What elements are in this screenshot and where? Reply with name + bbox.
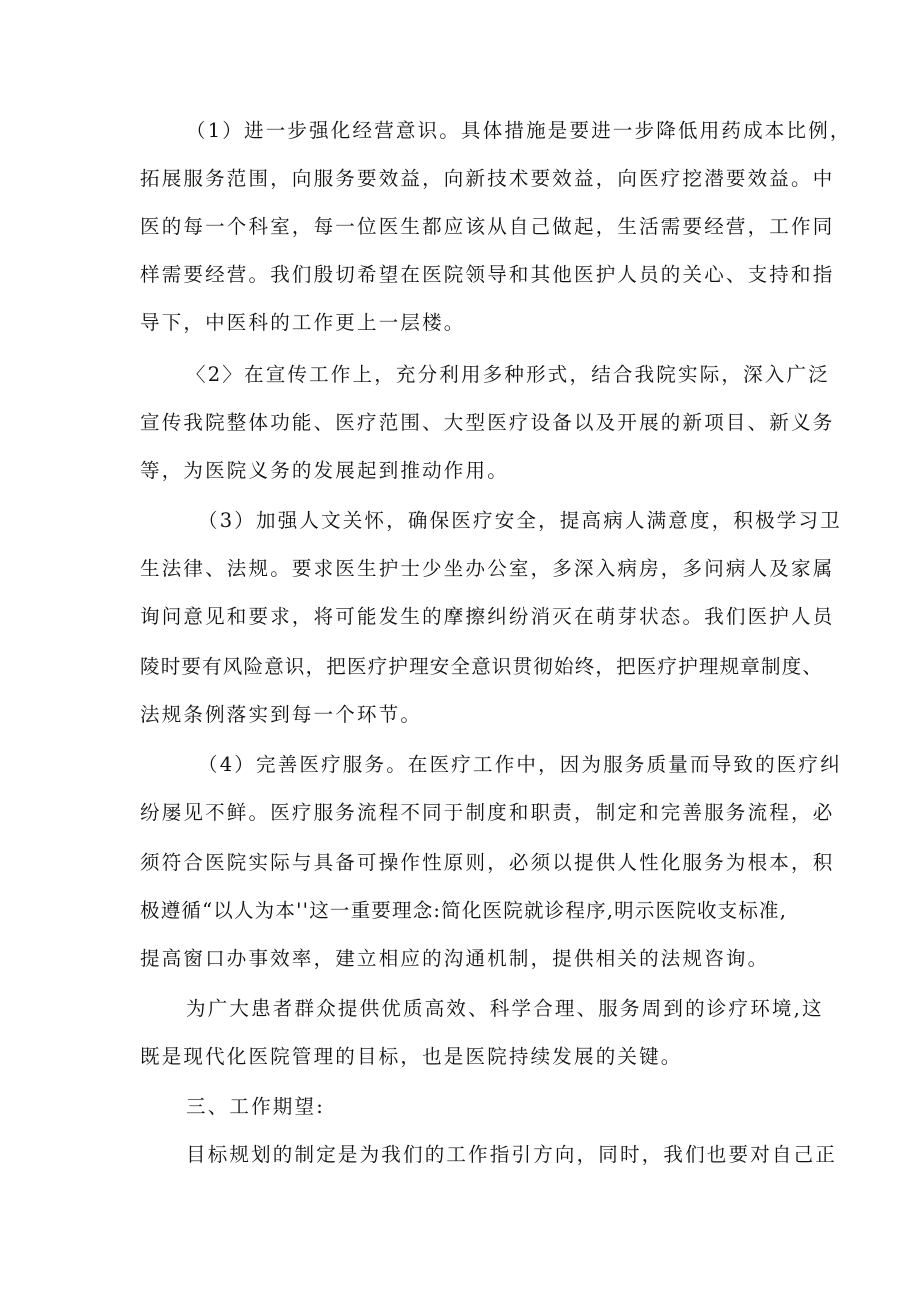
paragraph-line: 法规条例落实到每一个环节。 [140, 703, 423, 726]
paragraph-line: 生法律、法规。要求医生护士少坐办公室，多深入病房，多问病人及家属 [140, 557, 835, 580]
paragraph-line: 等，为医院义务的发展起到推动作用。 [140, 459, 509, 482]
paragraph-line: 目标规划的制定是为我们的工作指引方向，同时，我们也要对自己正 [186, 1143, 838, 1166]
paragraph-line: （4）完善医疗服务。在医疗工作中，因为服务质量而导致的医疗纠 [198, 753, 842, 776]
paragraph-line: 导下，中医科的工作更上一层楼。 [140, 311, 466, 334]
paragraph-line: 拓展服务范围，向服务要效益，向新技术要效益，向医疗挖潜要效益。中 [140, 167, 835, 190]
paragraph-line: 医的每一个科室，每一位医生都应该从自己做起，生活需要经营，工作同 [140, 215, 835, 238]
paragraph-line: （3）加强人文关怀，确保医疗安全，提高病人满意度，积极学习卫 [198, 509, 842, 532]
paragraph-line: 既是现代化医院管理的目标，也是医院持续发展的关键。 [140, 1045, 683, 1068]
paragraph-line: 为广大患者群众提供优质高效、科学合理、服务周到的诊疗环境,这 [186, 997, 824, 1020]
heading-line: 三、工作期望: [186, 1095, 325, 1118]
paragraph-line: 极遵循“以人为本''这一重要理念:简化医院就诊程序,明示医院收支标准, [140, 899, 788, 922]
paragraph-line: 陵时要有风险意识，把医疗护理安全意识贯彻始终，把医疗护理规章制度、 [140, 655, 824, 678]
paragraph-line: 提高窗口办事效率，建立相应的沟通机制，提供相关的法规咨询。 [140, 947, 770, 970]
paragraph-line: （1）进一步强化经营意识。具体措施是要进一步降低用药成本比例， [186, 119, 852, 142]
paragraph-line: 〈2〉在宣传工作上，充分利用多种形式，结合我院实际，深入广泛 [186, 363, 830, 386]
paragraph-line: 样需要经营。我们殷切希望在医院领导和其他医护人员的关心、支持和指 [140, 263, 835, 286]
paragraph-line: 纷屡见不鲜。医疗服务流程不同于制度和职责，制定和完善服务流程，必 [140, 801, 835, 824]
paragraph-line: 宣传我院整体功能、医疗范围、大型医疗设备以及开展的新项目、新义务 [140, 411, 835, 434]
paragraph-line: 询问意见和要求，将可能发生的摩擦纠纷消灭在萌芽状态。我们医护人员 [140, 605, 835, 628]
paragraph-line: 须符合医院实际与具备可操作性原则，必须以提供人性化服务为根本，积 [140, 851, 835, 874]
